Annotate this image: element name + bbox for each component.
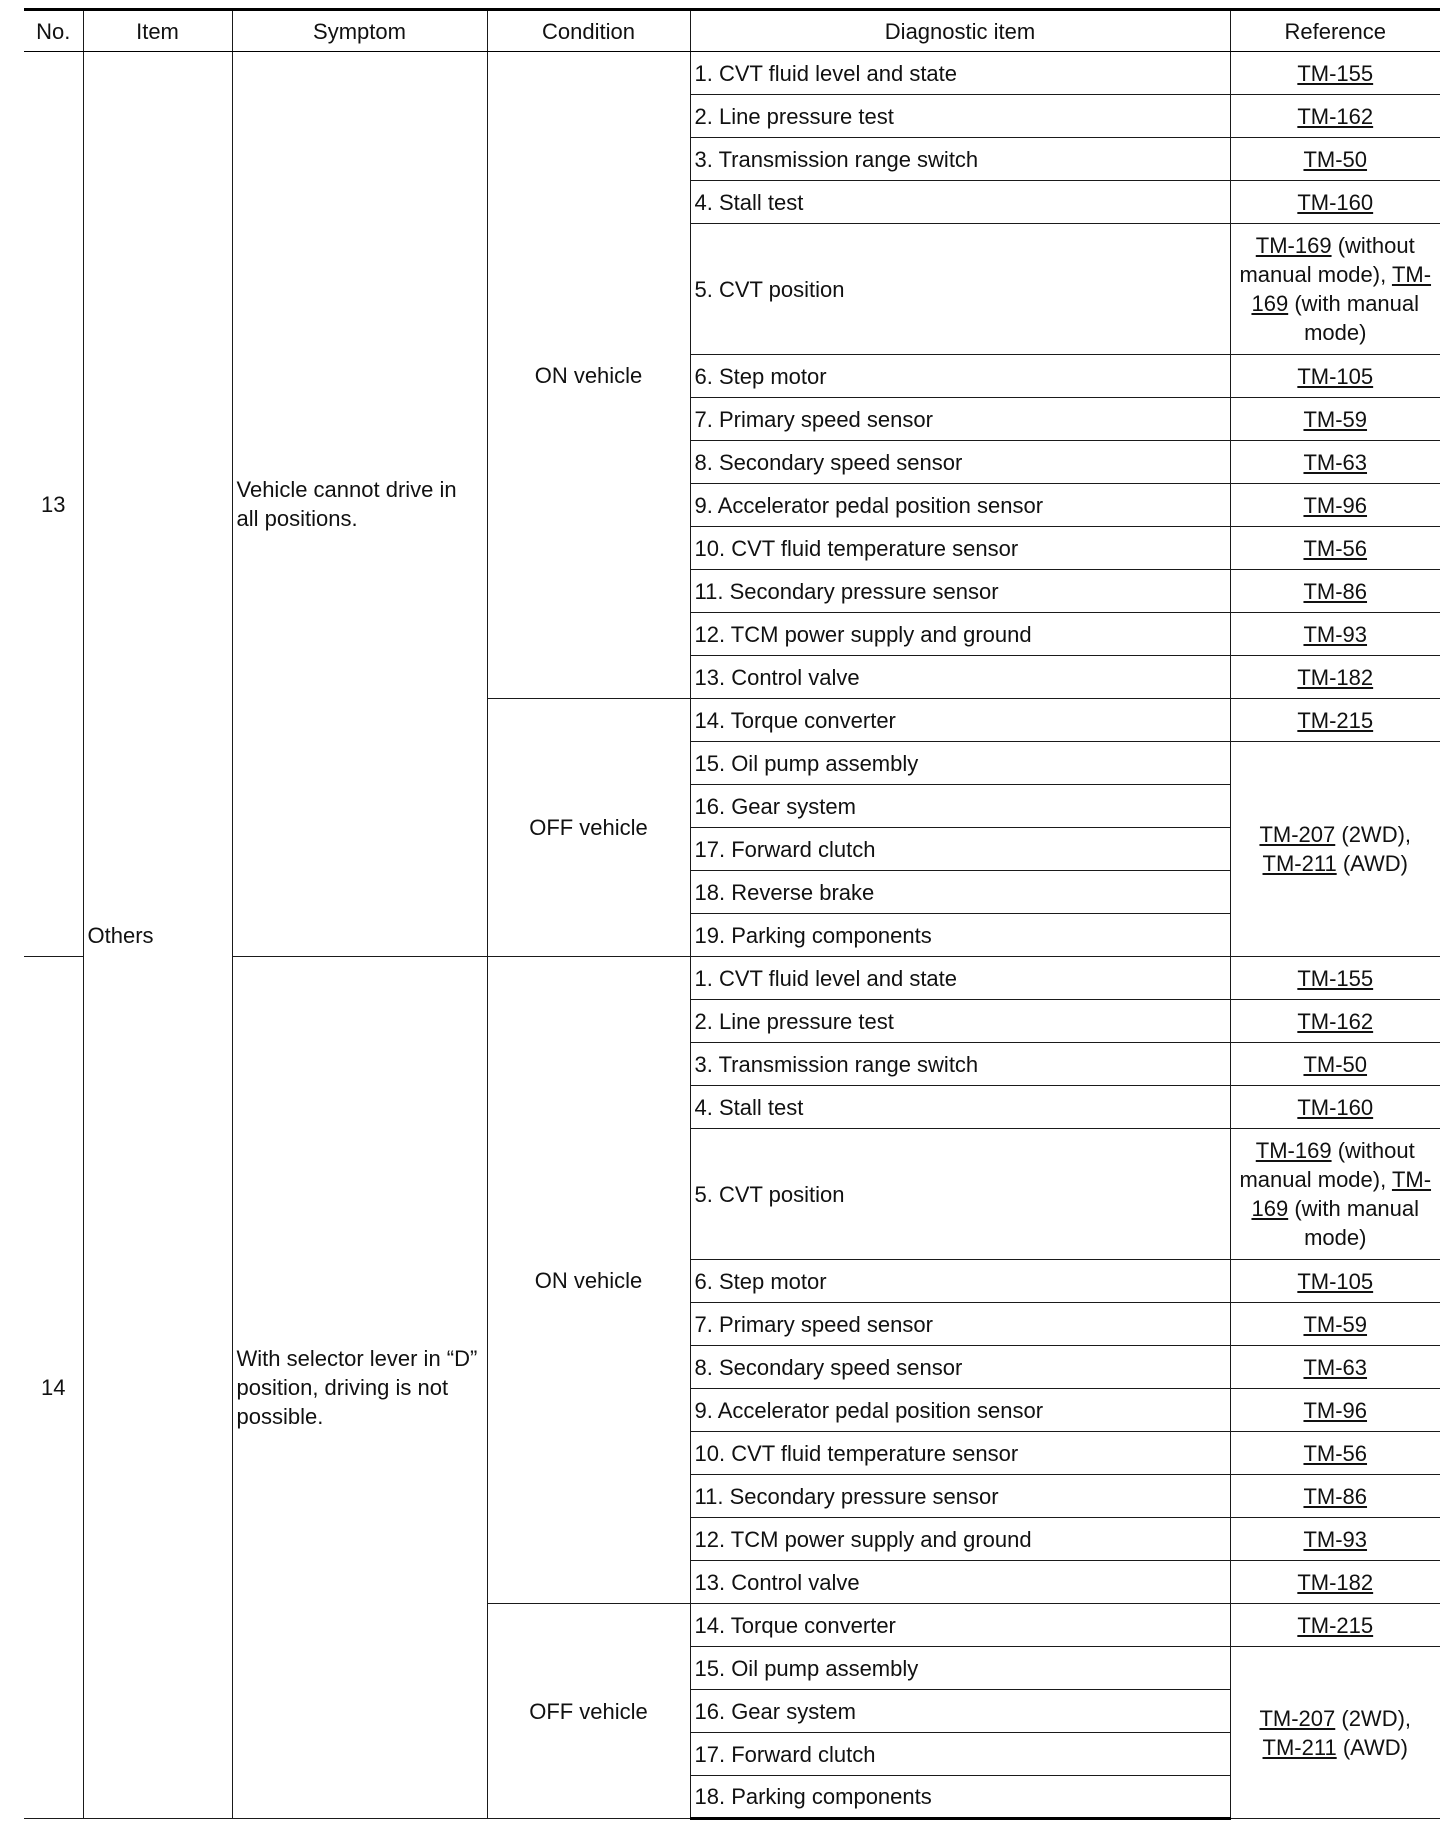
reference-link[interactable]: TM-50 [1303,146,1368,172]
reference-link[interactable]: TM-207 [1259,822,1336,847]
reference-link[interactable]: TM-160 [1297,1094,1374,1120]
diagnostic-item: 7. Primary speed sensor [690,398,1230,441]
reference-note: (with manual mode) [1294,291,1420,345]
reference-link[interactable]: TM-160 [1297,189,1374,215]
reference-cell [1230,1389,1440,1432]
header-reference: Reference [1230,10,1440,52]
reference-cell [1230,1475,1440,1518]
reference-cell [1230,224,1440,355]
header-diagnostic-item: Diagnostic item [690,10,1230,52]
reference-link[interactable]: TM-207 [1259,1705,1336,1731]
reference-link[interactable]: TM-215 [1297,707,1374,733]
reference-link[interactable]: TM-169 [1251,1167,1432,1221]
reference-cell [1230,181,1440,224]
diagnostic-item: 9. Accelerator pedal position sensor [690,484,1230,527]
row-number: 14 [24,957,83,1819]
reference-cell [1230,1561,1440,1604]
item-cell: Others [83,52,232,1819]
diagnostic-item: 4. Stall test [690,1086,1230,1129]
reference-cell [1230,1346,1440,1389]
reference-link[interactable]: TM-96 [1303,492,1368,518]
reference-cell [1230,398,1440,441]
reference-note: (without manual mode), [1239,233,1415,287]
reference-cell [1230,1303,1440,1346]
reference-link[interactable]: TM-155 [1297,60,1374,86]
reference-cell [1230,1129,1440,1260]
header-condition: Condition [487,10,690,52]
reference-cell [1230,1000,1440,1043]
diagnostic-item: 2. Line pressure test [690,95,1230,138]
reference-link[interactable]: TM-162 [1297,103,1374,129]
reference-cell-shared [1230,742,1440,957]
diagnostic-item: 8. Secondary speed sensor [690,441,1230,484]
diagnostic-item: 11. Secondary pressure sensor [690,1475,1230,1518]
reference-link[interactable]: TM-105 [1297,363,1374,389]
reference-cell [1230,95,1440,138]
diagnostic-item: 13. Control valve [690,656,1230,699]
diagnostic-item: 4. Stall test [690,181,1230,224]
reference-link[interactable]: TM-169 [1255,1138,1332,1163]
reference-link[interactable]: TM-86 [1303,1483,1368,1509]
reference-link[interactable]: TM-155 [1297,965,1374,991]
diagnosis-table-sheet [24,8,1440,1820]
diagnostic-item: 14. Torque converter [690,1604,1230,1647]
diagnostic-item: 19. Parking components [690,914,1230,957]
diagnostic-item: 13. Control valve [690,1561,1230,1604]
diagnostic-item: 14. Torque converter [690,699,1230,742]
reference-note: (with manual mode) [1294,1196,1420,1250]
diagnostic-item: 10. CVT fluid temperature sensor [690,527,1230,570]
reference-cell [1230,441,1440,484]
diagnostic-item: 16. Gear system [690,785,1230,828]
reference-link[interactable]: TM-215 [1297,1612,1374,1638]
diagnostic-item: 12. TCM power supply and ground [690,1518,1230,1561]
reference-cell [1230,52,1440,95]
symptom-cell: Vehicle cannot drive in all positions. [232,52,487,957]
reference-link[interactable]: TM-211 [1262,851,1337,876]
reference-link[interactable]: TM-93 [1303,621,1368,647]
reference-link[interactable]: TM-56 [1303,535,1368,561]
diagnostic-item: 17. Forward clutch [690,1733,1230,1776]
reference-link[interactable]: TM-96 [1303,1397,1368,1423]
reference-link[interactable]: TM-211 [1262,1734,1337,1760]
table-row [24,52,1440,95]
reference-cell [1230,613,1440,656]
reference-cell [1230,1518,1440,1561]
diagnostic-item: 15. Oil pump assembly [690,742,1230,785]
reference-link[interactable]: TM-50 [1303,1051,1368,1077]
reference-cell [1230,1260,1440,1303]
reference-cell [1230,1604,1440,1647]
table-body [24,52,1440,1819]
diagnostic-item: 10. CVT fluid temperature sensor [690,1432,1230,1475]
reference-note: (2WD), [1341,1705,1412,1731]
reference-link[interactable]: TM-105 [1297,1268,1374,1294]
diagnostic-item: 11. Secondary pressure sensor [690,570,1230,613]
diagnostic-item: 1. CVT fluid level and state [690,957,1230,1000]
row-number: 13 [24,52,83,957]
reference-cell [1230,138,1440,181]
diagnostic-item: 9. Accelerator pedal position sensor [690,1389,1230,1432]
diagnostic-item: 1. CVT fluid level and state [690,52,1230,95]
diagnostic-item: 18. Reverse brake [690,871,1230,914]
diagnostic-item: 6. Step motor [690,1260,1230,1303]
diagnostic-item: 2. Line pressure test [690,1000,1230,1043]
reference-cell-shared [1230,1647,1440,1819]
diagnostic-item: 18. Parking components [690,1776,1230,1819]
reference-link[interactable]: TM-63 [1303,449,1368,475]
reference-link[interactable]: TM-162 [1297,1008,1374,1034]
diagnostic-item: 7. Primary speed sensor [690,1303,1230,1346]
table-row [24,957,1440,1000]
reference-cell [1230,1432,1440,1475]
symptom-cell: With selector lever in “D” position, driving is not possible. [232,957,487,1819]
diagnostic-item: 15. Oil pump assembly [690,1647,1230,1690]
diagnostic-item: 6. Step motor [690,355,1230,398]
reference-note: (AWD) [1342,851,1408,876]
reference-link[interactable]: TM-93 [1303,1526,1368,1552]
reference-cell [1230,699,1440,742]
reference-cell [1230,484,1440,527]
diagnostic-item: 3. Transmission range switch [690,1043,1230,1086]
header-row [24,10,1440,52]
reference-cell [1230,355,1440,398]
diagnosis-table [24,8,1440,1820]
header-item: Item [83,10,232,52]
diagnostic-item: 16. Gear system [690,1690,1230,1733]
diagnostic-item: 5. CVT position [690,224,1230,355]
diagnostic-item: 3. Transmission range switch [690,138,1230,181]
condition-on-vehicle: ON vehicle [487,957,690,1604]
reference-note: (2WD), [1341,822,1412,847]
diagnostic-item: 12. TCM power supply and ground [690,613,1230,656]
reference-link[interactable]: TM-86 [1303,578,1368,604]
reference-link[interactable]: TM-59 [1303,406,1368,432]
reference-note: (AWD) [1342,1734,1408,1760]
condition-off-vehicle: OFF vehicle [487,699,690,957]
reference-note: (without manual mode), [1239,1138,1415,1192]
reference-link[interactable]: TM-56 [1303,1440,1368,1466]
reference-link[interactable]: TM-63 [1303,1354,1368,1380]
reference-cell [1230,570,1440,613]
reference-link[interactable]: TM-59 [1303,1311,1368,1337]
reference-cell [1230,1086,1440,1129]
reference-cell [1230,656,1440,699]
header-no: No. [24,10,83,52]
reference-link[interactable]: TM-182 [1297,664,1374,690]
reference-link[interactable]: TM-169 [1255,233,1332,258]
header-symptom: Symptom [232,10,487,52]
reference-link[interactable]: TM-169 [1251,262,1432,316]
reference-link[interactable]: TM-182 [1297,1569,1374,1595]
reference-cell [1230,1043,1440,1086]
reference-cell [1230,527,1440,570]
condition-on-vehicle: ON vehicle [487,52,690,699]
reference-cell [1230,957,1440,1000]
diagnostic-item: 8. Secondary speed sensor [690,1346,1230,1389]
condition-off-vehicle: OFF vehicle [487,1604,690,1819]
diagnostic-item: 5. CVT position [690,1129,1230,1260]
diagnostic-item: 17. Forward clutch [690,828,1230,871]
